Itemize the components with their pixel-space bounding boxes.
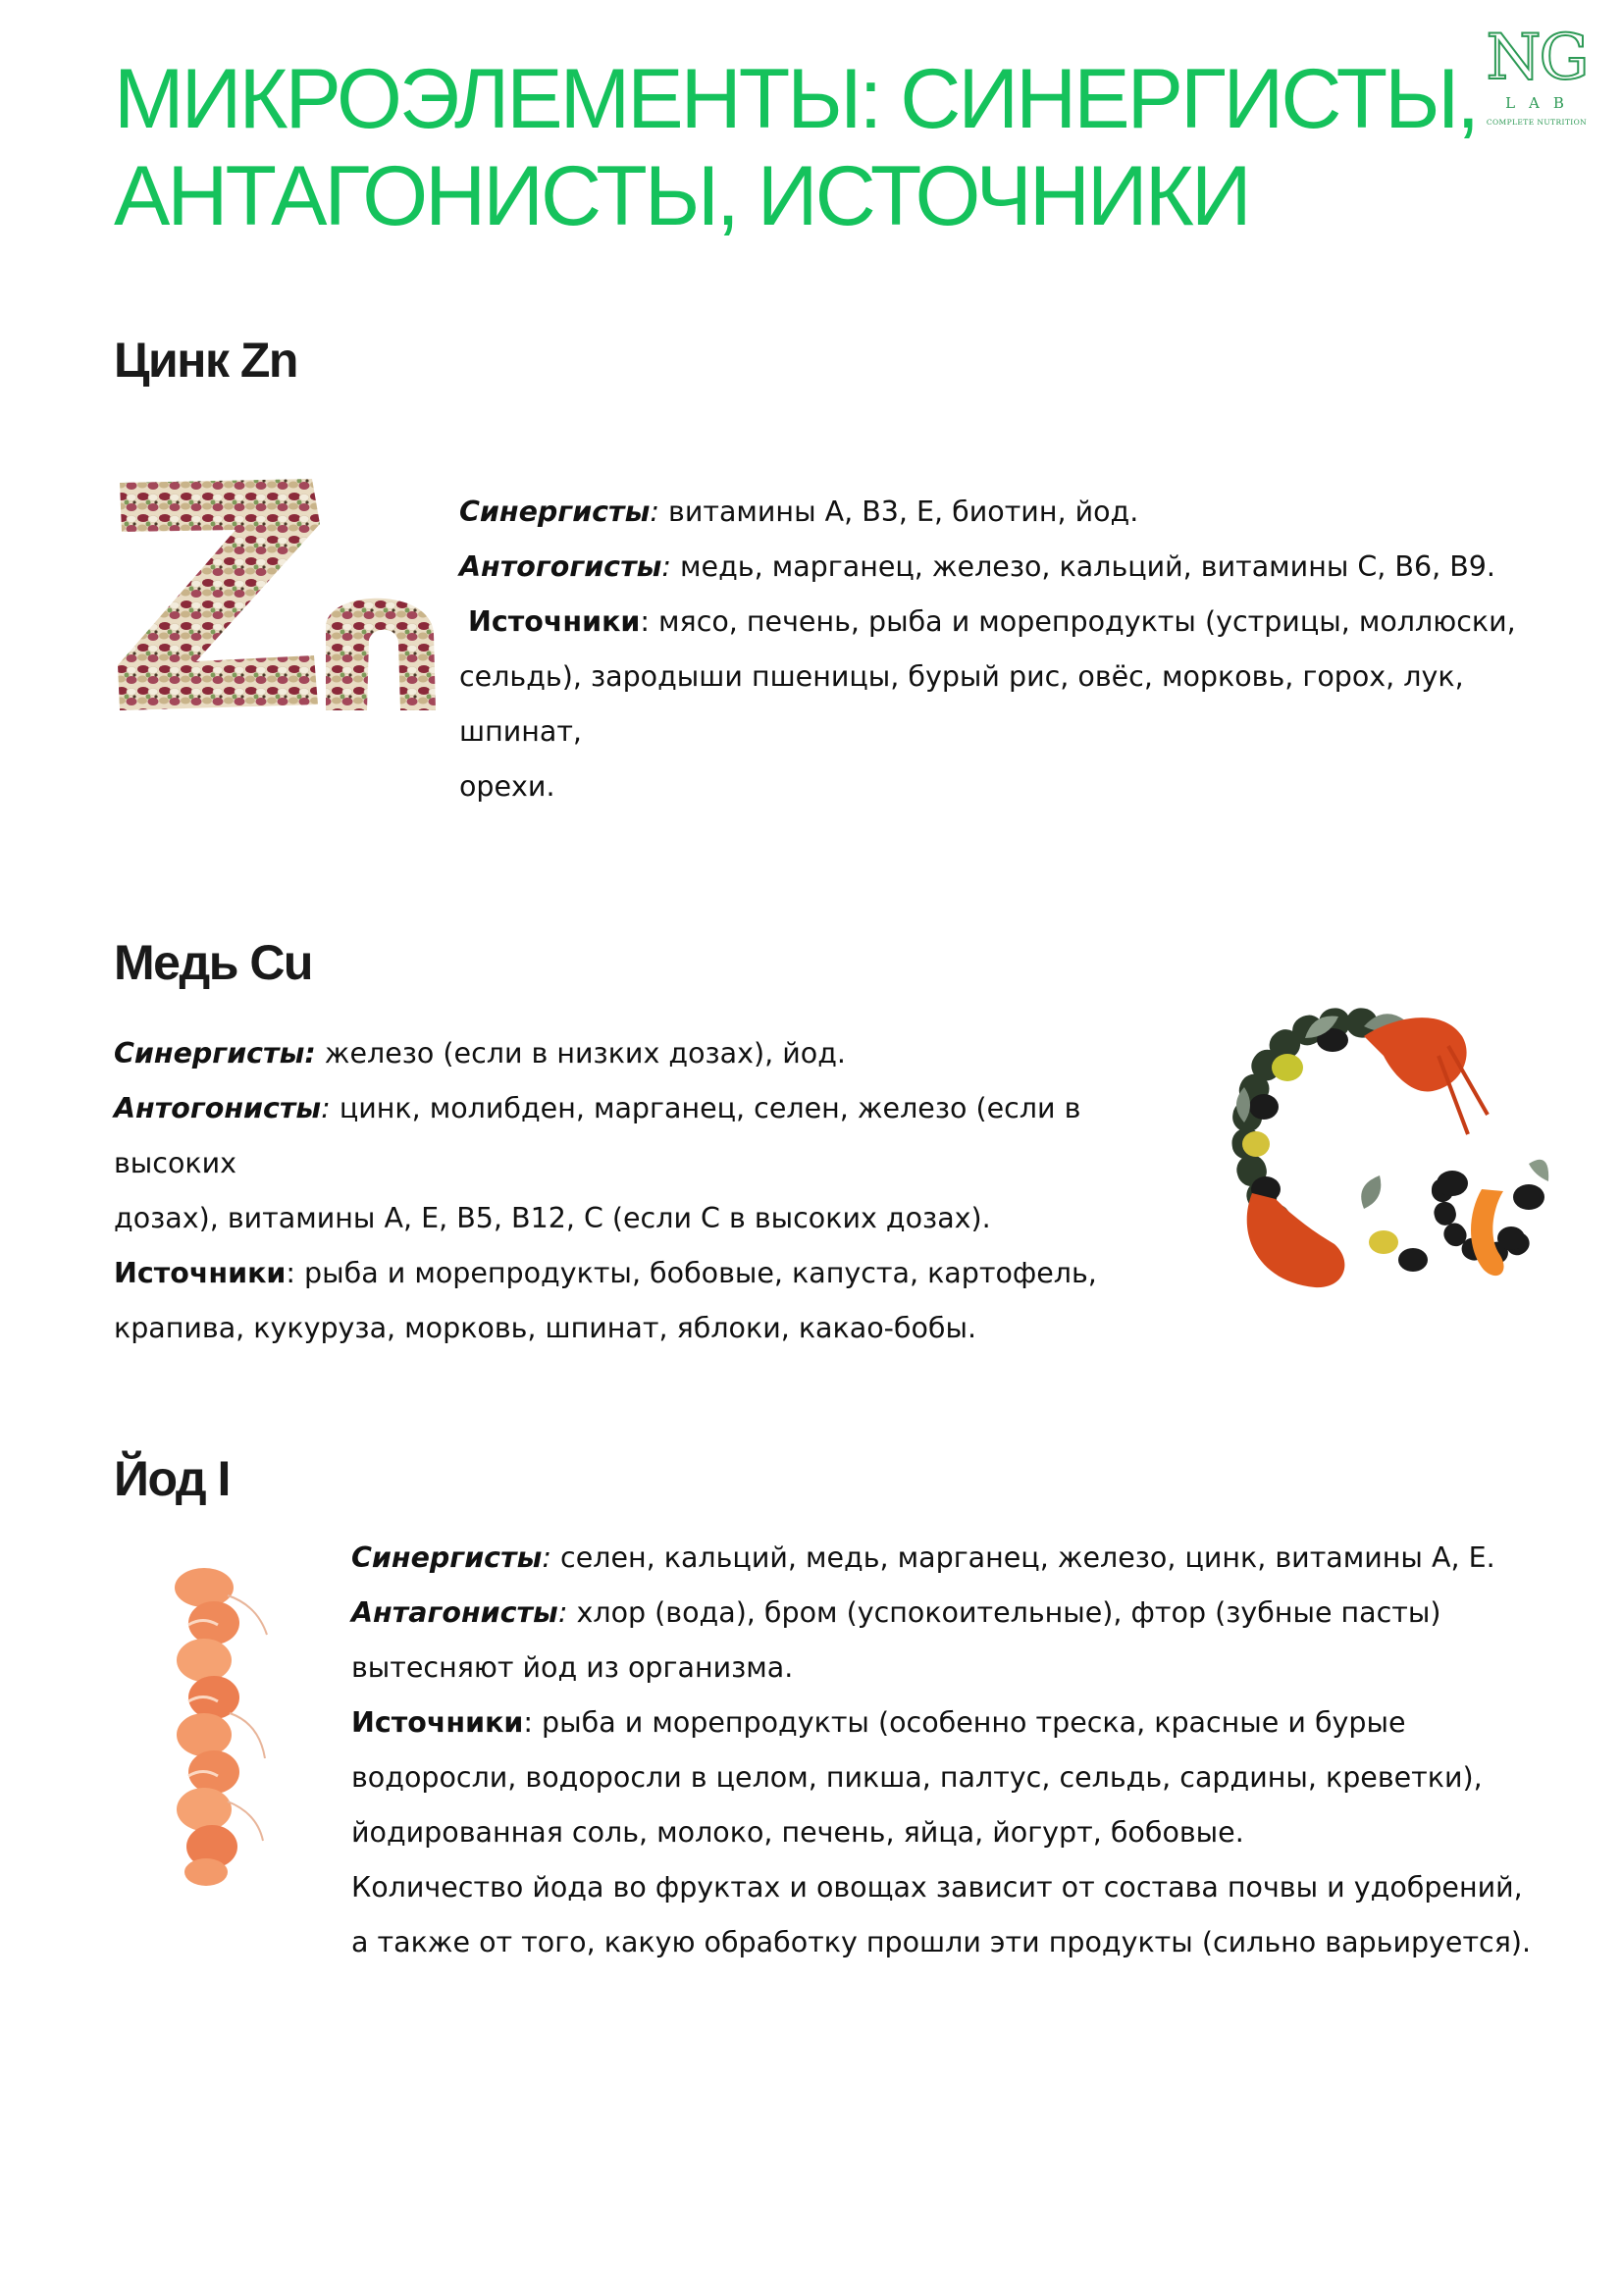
iodine-synergists-colon: :	[542, 1541, 551, 1574]
cu-letters-image	[1217, 997, 1550, 1303]
zinc-illustration	[116, 469, 440, 744]
zinc-sources-label: Источники	[468, 605, 641, 638]
copper-antagonists-line-1	[114, 1081, 1097, 1136]
page-title	[114, 51, 1478, 245]
iodine-antagonists-line-2: вытесняют йод из организма.	[351, 1651, 794, 1684]
iodine-antagonists-line-1	[351, 1586, 1531, 1641]
iodine-synergists-value: селен, кальций, медь, марганец, железо, цинк, витамины А, Е.	[550, 1541, 1495, 1574]
copper-text	[114, 1026, 1097, 1356]
copper-sources-label: Источники	[114, 1257, 287, 1289]
copper-sources-value-1: : рыба и морепродукты, бобовые, капуста, картофель,	[286, 1257, 1097, 1289]
copper-synergists-label: Синергисты:	[114, 1037, 316, 1070]
iodine-sources-line-3: йодированная соль, молоко, печень, яйца, йогурт, бобовые.	[351, 1816, 1244, 1849]
logo-ng-text: NG	[1486, 22, 1588, 94]
zinc-synergists-label: Синергисты	[459, 496, 651, 528]
copper-antagonists-label: Антогонисты	[114, 1092, 322, 1124]
zinc-synergists	[459, 485, 1516, 540]
iodine-sources-label: Источники	[351, 1706, 524, 1739]
zinc-text	[459, 485, 1516, 814]
iodine-sources-value-1: : рыба и морепродукты (особенно треска, красные и бурые	[523, 1706, 1406, 1739]
iodine-illustration	[159, 1566, 277, 1890]
logo-lab-text: LAB	[1505, 94, 1578, 112]
iodine-antagonists-value-1: хлор (вода), бром (успокоительные), фтор (зубные пасты)	[567, 1596, 1441, 1629]
iodine-note-line-2: а также от того, какую обработку прошли эти продукты (сильно варьируется).	[351, 1926, 1532, 1958]
copper-synergists-value: железо (если в низких дозах), йод.	[315, 1037, 846, 1070]
zinc-sources-line-2: сельдь), зародыши пшеницы, бурый рис, овёс, морковь, горох, лук,	[459, 660, 1464, 693]
iodine-sources-line-1	[351, 1696, 1531, 1750]
copper-antagonists-value-1: цинк, молибден, марганец, селен, железо (если в	[330, 1092, 1081, 1124]
iodine-note-line-1: Количество йода во фруктах и овощах зависит от состава почвы и удобрений,	[351, 1871, 1523, 1904]
iodine-antagonists-label: Антагонисты	[351, 1596, 558, 1629]
iodine-text	[351, 1531, 1531, 1970]
zinc-sources-line-3: шпинат,	[459, 715, 582, 748]
iodine-antagonists-colon: :	[557, 1596, 568, 1629]
zinc-antagonists	[459, 540, 1516, 595]
copper-antagonists-line-3: дозах), витамины А, Е, В5, В12, С (если С в высоких дозах).	[114, 1202, 991, 1234]
copper-illustration	[1217, 997, 1550, 1303]
iodine-synergists-label: Синергисты	[351, 1541, 543, 1574]
copper-heading: Медь Cu	[114, 935, 312, 990]
iodine-heading: Йод I	[114, 1451, 230, 1506]
copper-sources-line-1	[114, 1246, 1097, 1301]
zinc-synergists-colon: :	[650, 496, 659, 528]
zn-letters-image	[116, 469, 440, 744]
iodine-sources-line-2: водоросли, водоросли в целом, пикша, палтус, сельдь, сардины, креветки),	[351, 1761, 1483, 1794]
zinc-sources-value-1: : мясо, печень, рыба и морепродукты (устрицы, моллюски,	[640, 605, 1516, 638]
zinc-heading: Цинк Zn	[114, 333, 297, 388]
zinc-synergists-value: витамины А, В3, Е, биотин, йод.	[658, 496, 1139, 528]
page-title-line-2: АНТАГОНИСТЫ, ИСТОЧНИКИ	[114, 149, 1249, 243]
copper-synergists	[114, 1026, 1097, 1081]
zinc-sources-line-4: орехи.	[459, 770, 555, 803]
zinc-antagonists-value: медь, марганец, железо, кальций, витамины С, В6, В9.	[670, 550, 1495, 583]
iodine-synergists	[351, 1531, 1531, 1586]
copper-antagonists-colon: :	[321, 1092, 331, 1124]
ng-lab-logo	[1468, 22, 1605, 137]
copper-sources-line-2: крапива, кукуруза, морковь, шпинат, яблоки, какао-бобы.	[114, 1312, 977, 1344]
zinc-antagonists-label: Антогогисты	[459, 550, 662, 583]
zinc-sources-line-1	[459, 595, 1516, 650]
zinc-antagonists-colon: :	[661, 550, 671, 583]
i-letter-image	[159, 1566, 277, 1890]
copper-antagonists-line-2: высоких	[114, 1147, 237, 1179]
logo-subtitle: COMPLETE NUTRITION	[1486, 118, 1588, 127]
page-title-line-1: МИКРОЭЛЕМЕНТЫ: СИНЕРГИСТЫ,	[114, 52, 1478, 146]
